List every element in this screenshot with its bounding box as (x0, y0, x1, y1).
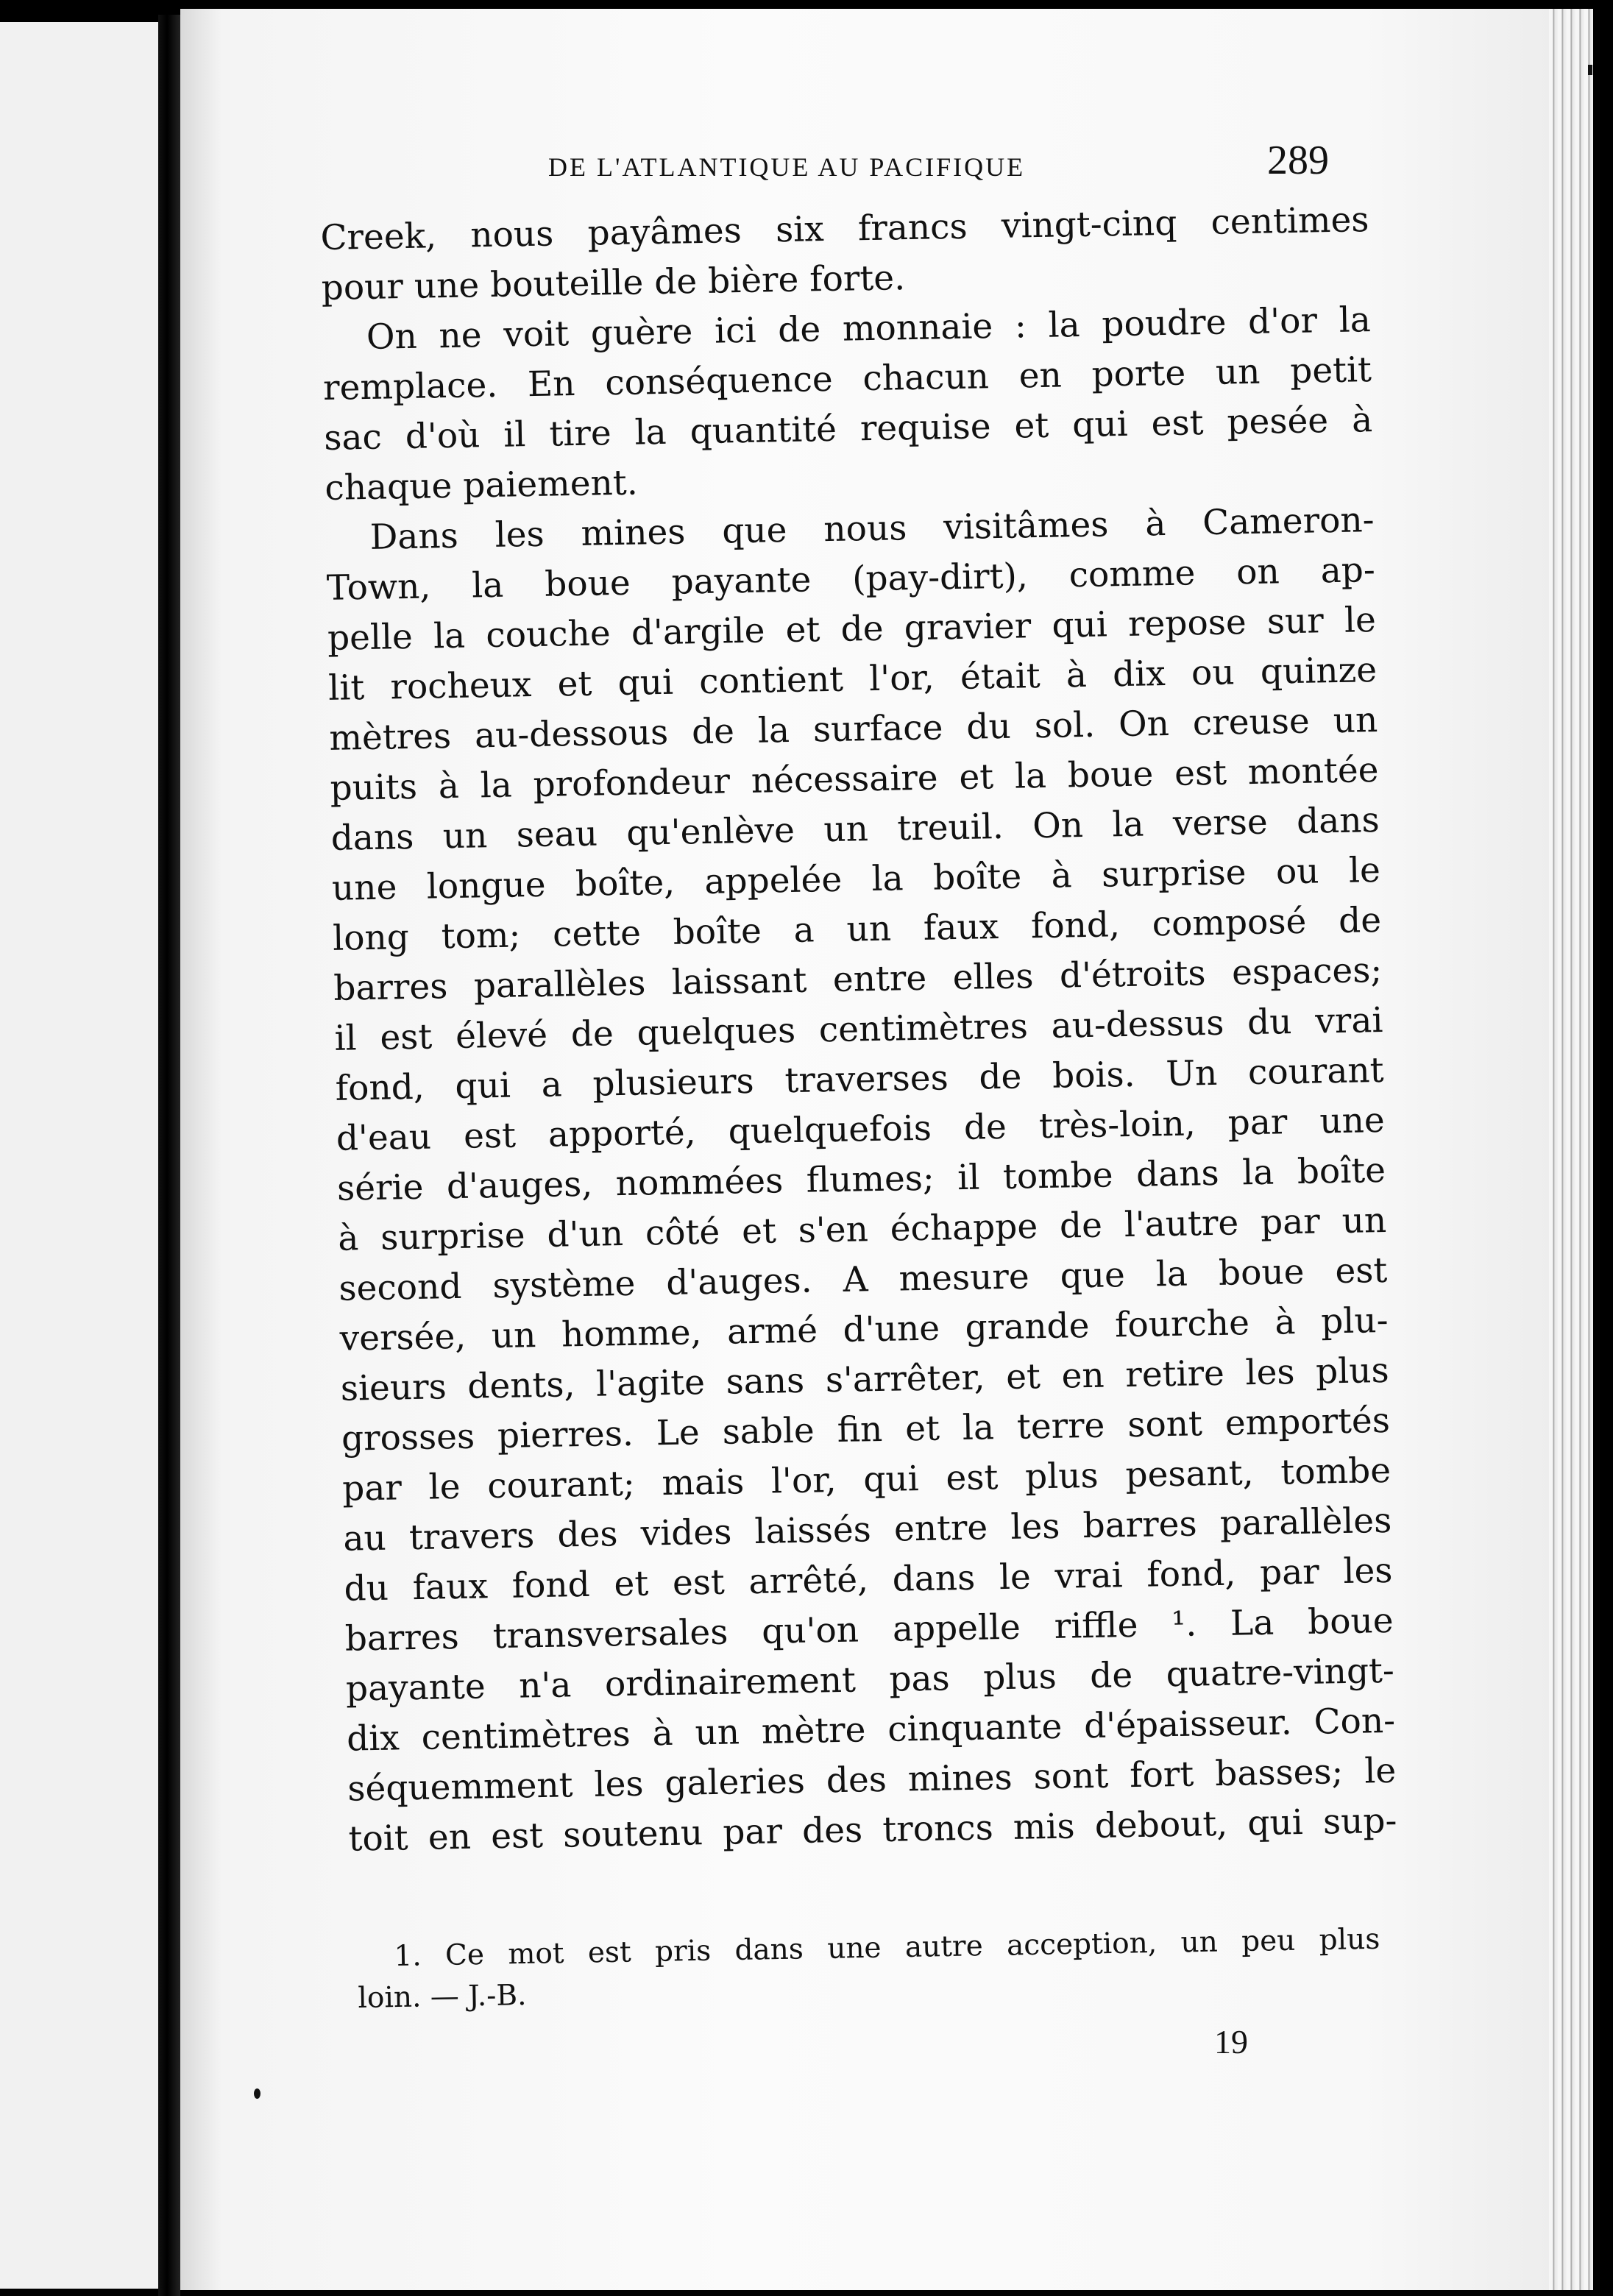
ink-speck (254, 2088, 260, 2099)
text-line: sieurs dents, l'agite sans s'arrêter, et en retire les plus (340, 1350, 1390, 1409)
text-line: remplace. En conséquence chacun en porte un petit (322, 350, 1372, 408)
text-line: d'eau est apporté, quelquefois de très-loin, par une (336, 1099, 1386, 1159)
text-line: versée, un homme, armé d'une grande fourche à plu- (339, 1300, 1389, 1359)
text-line: dix centimètres à un mètre cinquante d'épaisseur. Con- (346, 1700, 1396, 1760)
text-line: mètres au-dessous de la surface du sol. On creuse un (328, 700, 1378, 759)
text-line: sac d'où il tire la quantité requise et qui est pesée à (323, 400, 1373, 458)
text-line: payante n'a ordinairement pas plus de quatre-vingt- (345, 1650, 1395, 1709)
text-line: barres transversales qu'on appelle riffle ¹. La boue (344, 1600, 1394, 1659)
text-line: fond, qui a plusieurs traverses de bois. Un courant (335, 1049, 1385, 1109)
text-line: Creek, nous payâmes six francs vingt-cinq centimes (320, 199, 1369, 258)
text-line: toit en est soutenu par des troncs mis debout, qui sup- (348, 1800, 1397, 1860)
text-line: Dans les mines que nous visitâmes à Cameron- (369, 500, 1375, 558)
text-line: second système d'auges. A mesure que la boue est (338, 1250, 1388, 1309)
text-line: au travers des vides laissés entre les barres parallèles (342, 1500, 1392, 1559)
text-line: série d'auges, nommées flumes; il tombe dans la boîte (336, 1149, 1386, 1209)
text-line: pelle la couche d'argile et de gravier qui repose sur le (327, 600, 1377, 659)
footnote-line: loin. — J.-B. (358, 1978, 527, 2015)
text-line: à surprise d'un côté et s'en échappe de l'autre par un (337, 1200, 1387, 1259)
book-gutter (158, 15, 180, 2296)
edge-mark (1588, 65, 1592, 75)
previous-page-edge (0, 22, 160, 2289)
text-line: puits à la profondeur nécessaire et la boue est montée (330, 750, 1379, 809)
page-stack-edge (1549, 9, 1593, 2290)
text-line: grosses pierres. Le sable fin et la terre sont emportés (341, 1400, 1391, 1459)
text-line: il est élevé de quelques centimètres au-dessus du vrai (334, 999, 1383, 1059)
footnote-line: 1. Ce mot est pris dans une autre acception, un peu plus (394, 1922, 1380, 1974)
text-line: chaque paiement. (325, 462, 639, 509)
text-line: séquemment les galeries des mines sont fort basses; le (347, 1750, 1397, 1810)
text-line: du faux fond et est arrêté, dans le vrai fond, par les (344, 1550, 1393, 1609)
running-head: DE L'ATLANTIQUE AU PACIFIQUE (548, 152, 1026, 182)
text-line: lit rocheux et qui contient l'or, était à dix ou quinze (327, 650, 1378, 709)
text-line: par le courant; mais l'or, qui est plus pesant, tombe (341, 1450, 1392, 1509)
text-line: dans un seau qu'enlève un treuil. On la verse dans (330, 800, 1380, 859)
text-line: Town, la boue payante (pay-dirt), comme on ap- (326, 550, 1376, 609)
text-line: On ne voit guère ici de monnaie : la poudre d'or la (366, 300, 1372, 358)
text-line: une longue boîte, appelée la boîte à surprise ou le (331, 849, 1381, 909)
page-number: 289 (1267, 138, 1329, 183)
text-line: long tom; cette boîte a un faux fond, composé de (332, 899, 1382, 959)
body-text (320, 195, 1397, 1865)
signature-mark: 19 (1214, 2023, 1248, 2061)
text-line: barres parallèles laissant entre elles d'étroits espaces; (333, 949, 1383, 1009)
text-line: pour une bouteille de bière forte. (321, 258, 906, 308)
